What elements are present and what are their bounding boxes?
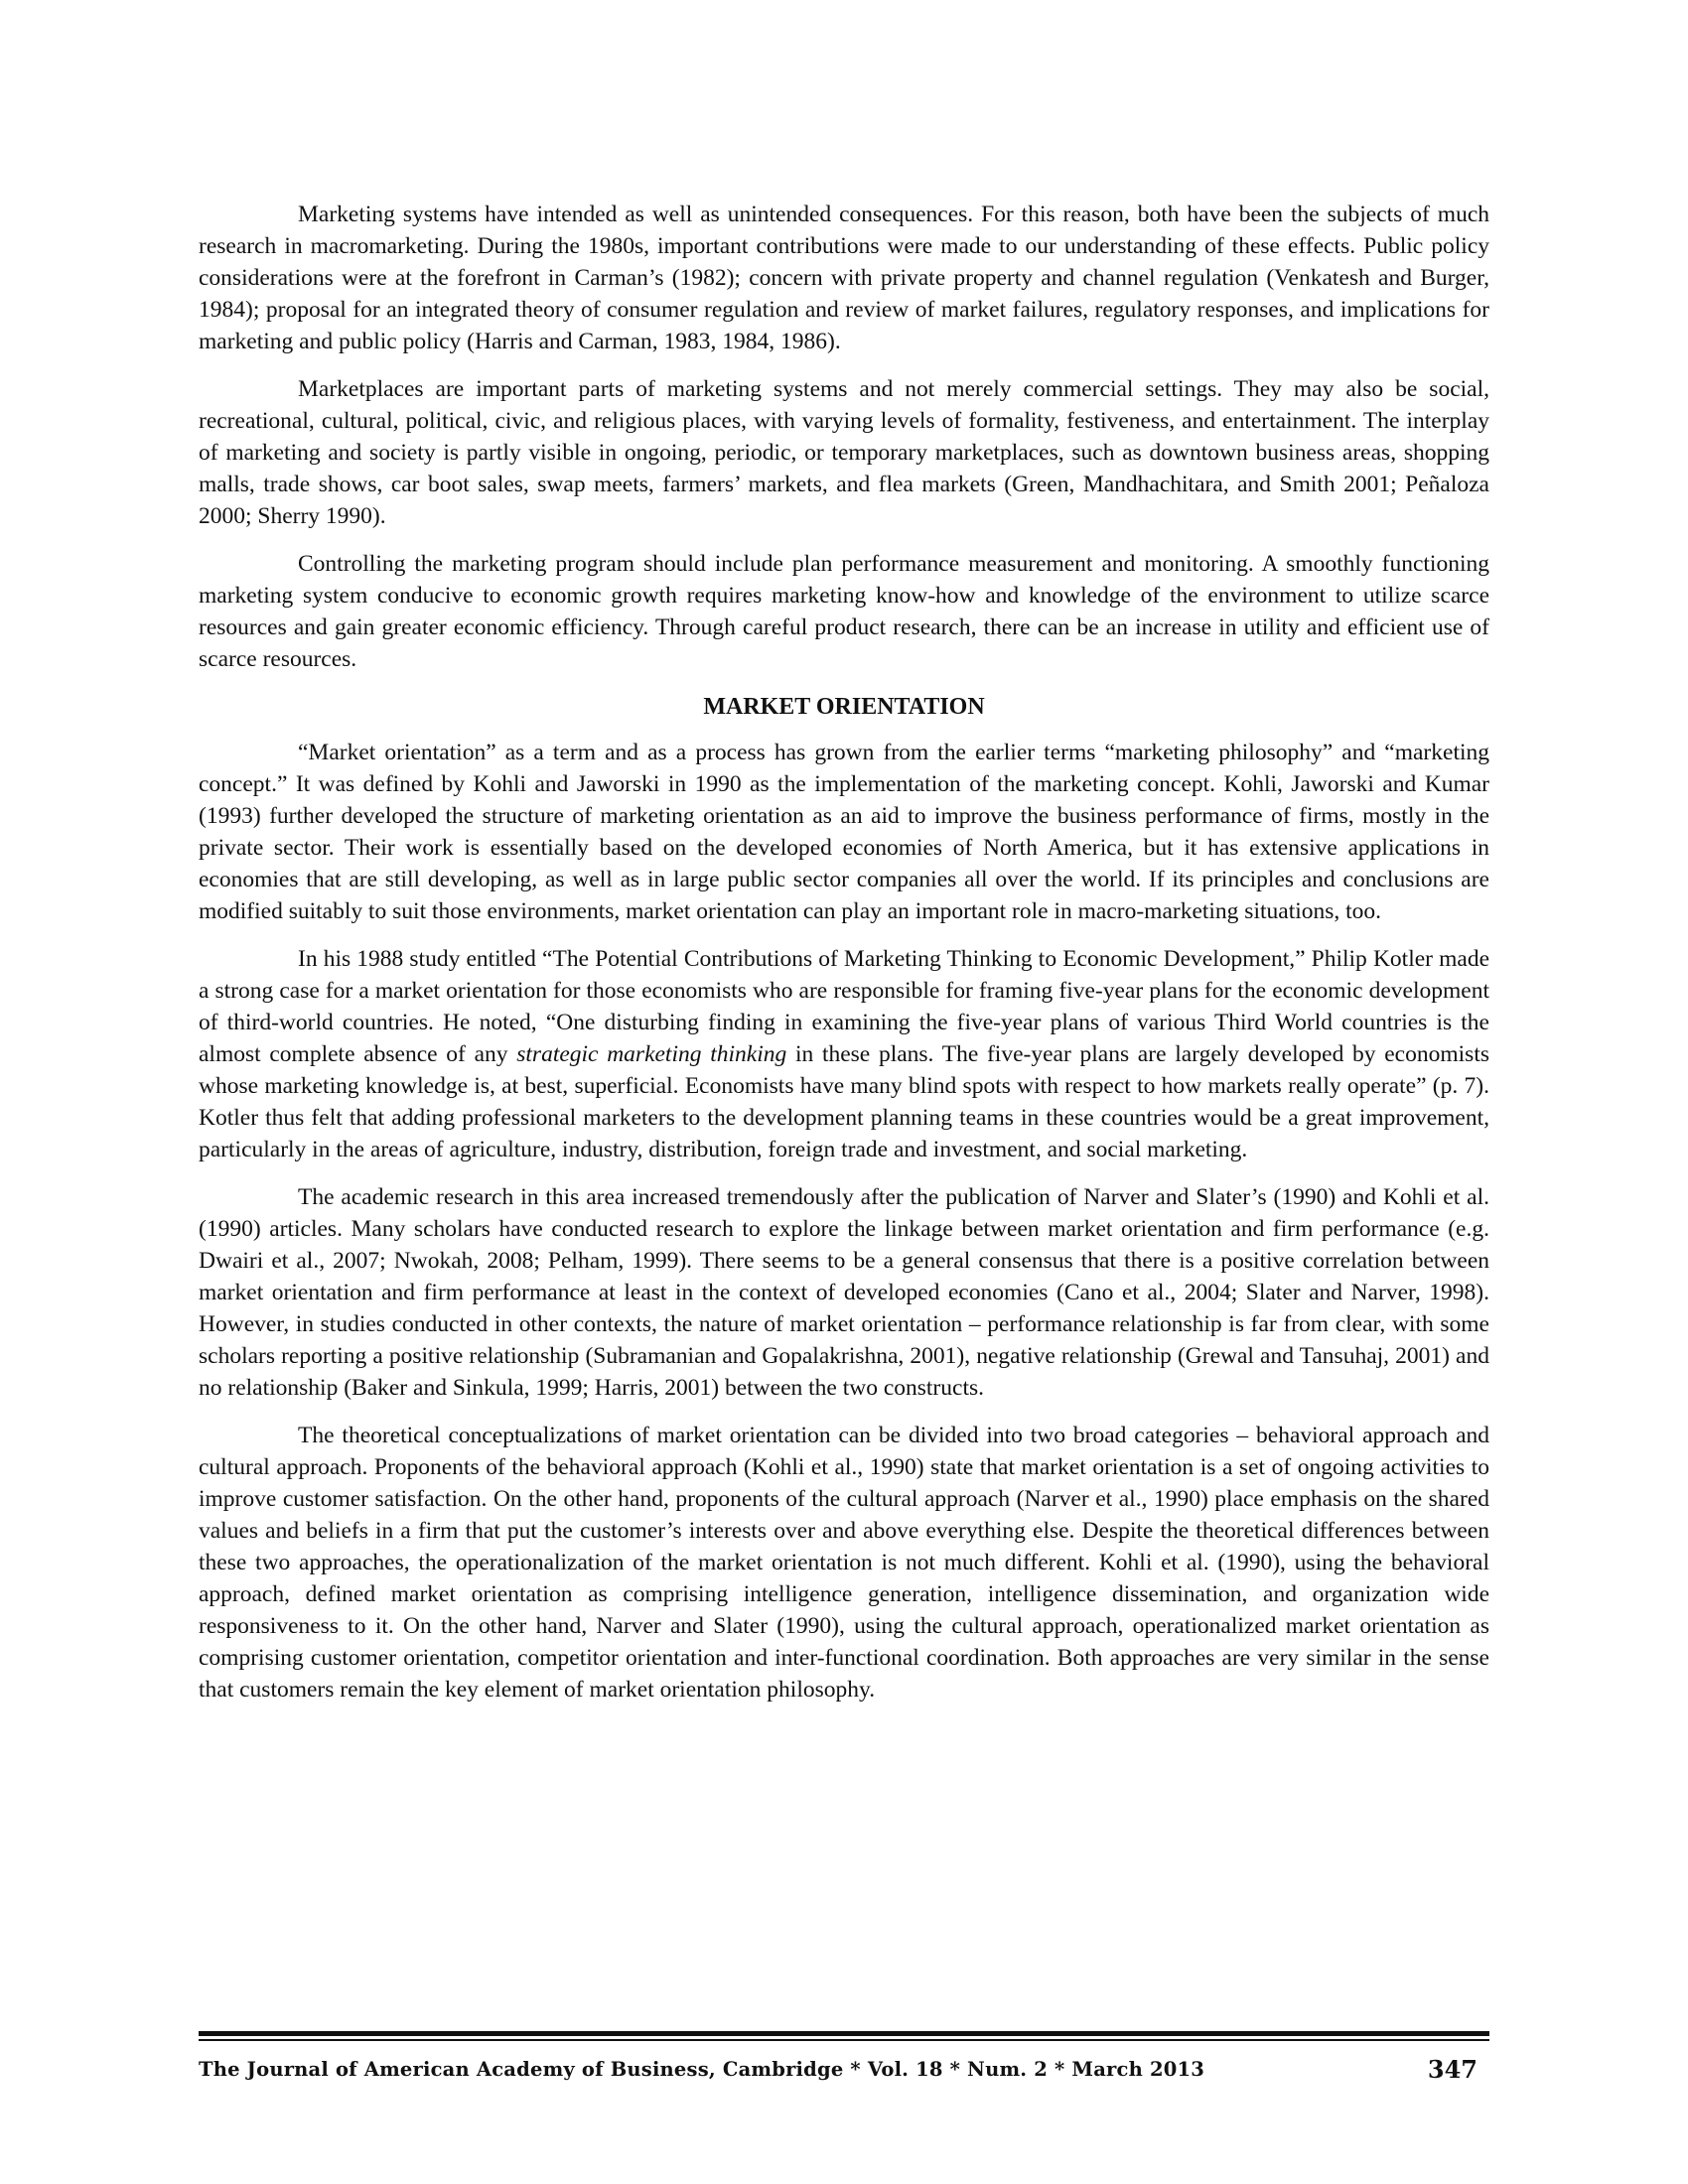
paragraph-marketplaces: Marketplaces are important parts of marketing systems and not merely commercial settings. They may also be social, recreational, cultural, political, civic, and religious places, with varying levels of formality, festiveness, and entertainment. The interplay of marketing and society is partly visible in ongoing, periodic, or temporary marketplaces, such as downtown business areas, shopping malls, trade shows, car boot sales, swap meets, farmers’ markets, and flea markets (Green, Mandhachitara, and Smith 2001; Peñaloza 2000; Sherry 1990).: [199, 376, 1489, 529]
section-heading: MARKET ORIENTATION: [703, 694, 985, 720]
page-footer: [199, 2055, 1489, 2095]
footer-journal-citation: The Journal of American Academy of Business, Cambridge * Vol. 18 * Num. 2 * March 2013: [199, 2058, 1205, 2081]
paragraph-kotler-study: [199, 943, 1489, 1165]
footer-page-number: 347: [1427, 2055, 1477, 2084]
kotler-text-part1: In his 1988 study entitled “The Potential Contributions of Marketing Thinking to Economic Development,” Philip Kotler made a strong case for a market orientation for those economists who are responsible for framing five-year plans for the economic development of third-world countries. He noted, “One disturbing finding in examining the five-year plans of various Third World countries is the almost complete absence of any: [199, 946, 1489, 1067]
paragraph-marketing-systems: Marketing systems have intended as well as unintended consequences. For this reason, both have been the subjects of much research in macromarketing. During the 1980s, important contributions were made to our understanding of these effects. Public policy considerations were at the forefront in Carman’s (1982); concern with private property and channel regulation (Venkatesh and Burger, 1984); proposal for an integrated theory of consumer regulation and review of market failures, regulatory responses, and implications for marketing and public policy (Harris and Carman, 1983, 1984, 1986).: [199, 202, 1489, 354]
paragraph-academic-research: The academic research in this area increased tremendously after the publication of Narver and Slater’s (1990) and Kohli et al. (1990) articles. Many scholars have conducted research to explore the linkage between market orientation and firm performance (e.g. Dwairi et al., 2007; Nwokah, 2008; Pelham, 1999). There seems to be a general consensus that there is a positive correlation between market orientation and firm performance at least in the context of developed economies (Cano et al., 2004; Slater and Narver, 1998). However, in studies conducted in other contexts, the nature of market orientation – performance relationship is far from clear, with some scholars reporting a positive relationship (Subramanian and Gopalakrishna, 2001), negative relationship (Grewal and Tansuhaj, 2001) and no relationship (Baker and Sinkula, 1999; Harris, 2001) between the two constructs.: [199, 1184, 1489, 1401]
kotler-italic-phrase: strategic marketing thinking: [516, 1041, 787, 1067]
paragraph-theoretical-conceptualizations: The theoretical conceptualizations of market orientation can be divided into two broad categories – behavioral approach and cultural approach. Proponents of the behavioral approach (Kohli et al., 1990) state that market orientation is a set of ongoing activities to improve customer satisfaction. On the other hand, proponents of the cultural approach (Narver et al., 1990) place emphasis on the shared values and beliefs in a firm that put the customer’s interests over and above everything else. Despite the theoretical differences between these two approaches, the operationalization of the market orientation is not much different. Kohli et al. (1990), using the behavioral approach, defined market orientation as comprising intelligence generation, intelligence dissemination, and organization wide responsiveness to it. On the other hand, Narver and Slater (1990), using the cultural approach, operationalized market orientation as comprising customer orientation, competitor orientation and inter-functional coordination. Both approaches are very similar in the sense that customers remain the key element of market orientation philosophy.: [199, 1423, 1489, 1703]
kotler-text-part2: in these plans. The five-year plans are largely developed by economists whose marketing knowledge is, at best, superficial. Economists have many blind spots with respect to how markets really operate” (p. 7). Kotler thus felt that adding professional marketers to the development planning teams in these countries would be a great improvement, particularly in the areas of agriculture, industry, distribution, foreign trade and investment, and social marketing.: [199, 1041, 1489, 1162]
paragraph-controlling-program: Controlling the marketing program should include plan performance measurement and monitoring. A smoothly functioning marketing system conducive to economic growth requires marketing know-how and knowledge of the environment to utilize scarce resources and gain greater economic efficiency. Through careful product research, there can be an increase in utility and efficient use of scarce resources.: [199, 551, 1489, 672]
footer-rule-thin: [199, 2039, 1489, 2041]
page-body: [199, 199, 1489, 1721]
footer-rule-thick: [199, 2031, 1489, 2036]
paragraph-market-orientation-term: “Market orientation” as a term and as a process has grown from the earlier terms “marketing philosophy” and “marketing concept.” It was defined by Kohli and Jaworski in 1990 as the implementation of the marketing concept. Kohli, Jaworski and Kumar (1993) further developed the structure of marketing orientation as an aid to improve the business performance of firms, mostly in the private sector. Their work is essentially based on the developed economies of North America, but it has extensive applications in economies that are still developing, as well as in large public sector companies all over the world. If its principles and conclusions are modified suitably to suit those environments, market orientation can play an important role in macro-marketing situations, too.: [199, 740, 1489, 924]
